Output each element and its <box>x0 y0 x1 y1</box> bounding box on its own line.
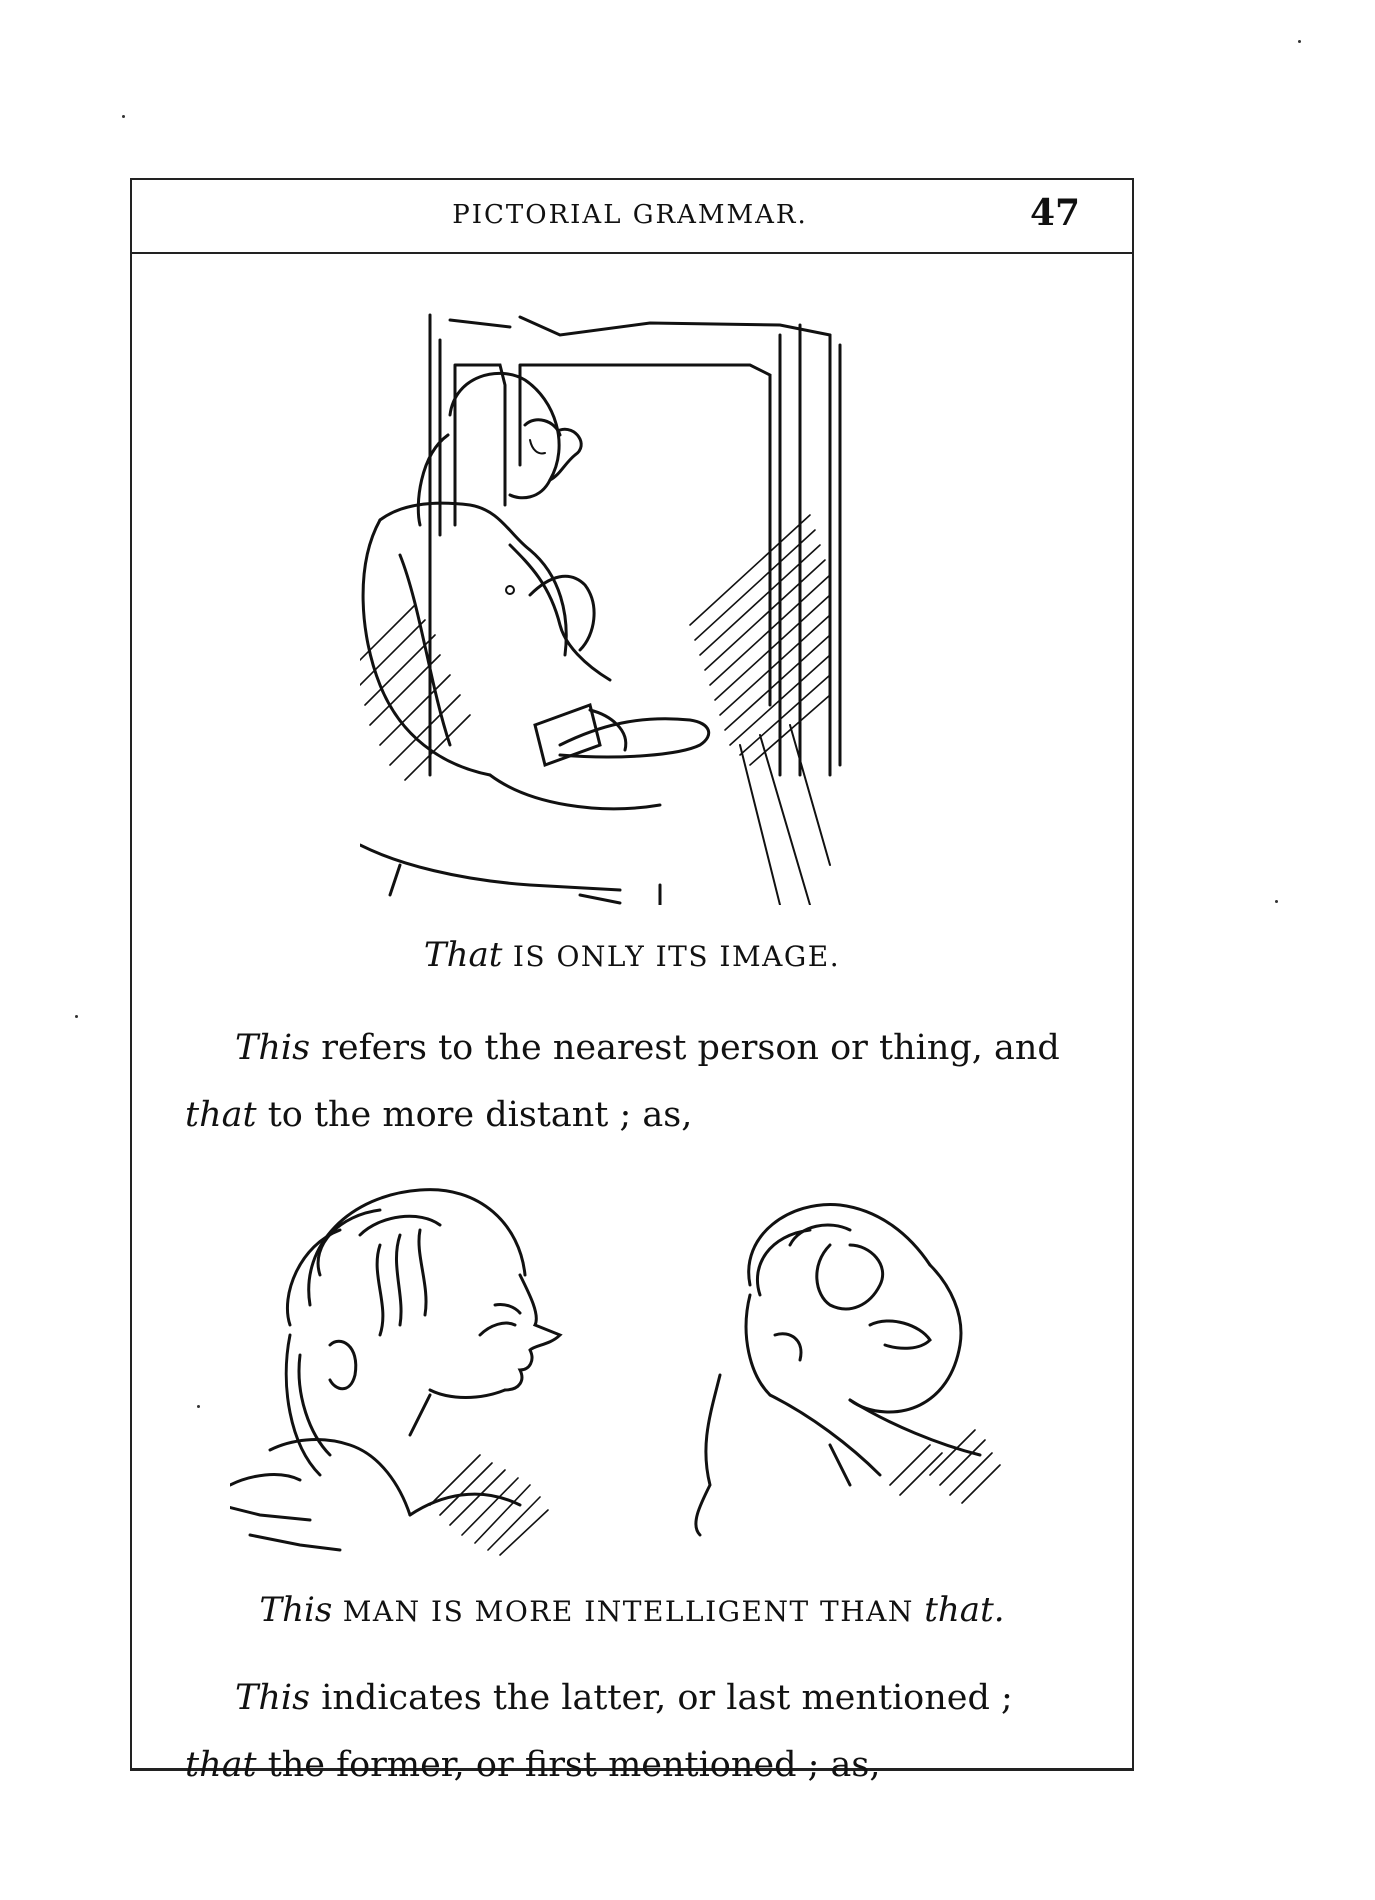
line-text: refers to the nearest person or thing, and <box>321 1028 1060 1068</box>
italic-word: This <box>235 1028 311 1068</box>
line-text: the former, or first mentioned ; as, <box>267 1745 881 1785</box>
intelligent-man-head <box>230 1190 560 1555</box>
caption-italic-word: This <box>259 1590 333 1630</box>
speck <box>1275 900 1278 903</box>
speck <box>1298 40 1301 43</box>
illustration-seated-man <box>360 305 920 905</box>
page-number: 47 <box>1030 192 1081 234</box>
line-text: to the more distant ; as, <box>267 1095 693 1135</box>
paragraph-2-line-2 <box>185 1732 1085 1799</box>
italic-word: that <box>185 1745 257 1785</box>
line-text: indicates the latter, or last mentioned ; <box>321 1678 1013 1718</box>
paragraph-2-line-1 <box>185 1665 1085 1732</box>
header-rule <box>130 252 1134 254</box>
paragraph-1-line-2 <box>185 1082 1085 1149</box>
italic-word: This <box>235 1678 311 1718</box>
paragraph-1-line-1 <box>185 1015 1085 1082</box>
speck <box>75 1015 78 1018</box>
unintelligent-man-head <box>696 1205 1000 1535</box>
paragraph-1 <box>185 1015 1085 1149</box>
caption-text: IS ONLY ITS IMAGE. <box>512 940 841 973</box>
caption-text: MAN IS MORE INTELLIGENT THAN <box>342 1595 914 1628</box>
paragraph-2 <box>185 1665 1085 1799</box>
speck <box>122 115 125 118</box>
illustration-two-heads <box>230 1185 1050 1575</box>
caption-italic-word: that. <box>924 1590 1005 1630</box>
figure1-caption <box>130 935 1134 975</box>
italic-word: that <box>185 1095 257 1135</box>
caption-italic-word: That <box>423 935 503 975</box>
running-title: PICTORIAL GRAMMAR. <box>452 200 808 230</box>
figure2-caption <box>130 1590 1134 1630</box>
